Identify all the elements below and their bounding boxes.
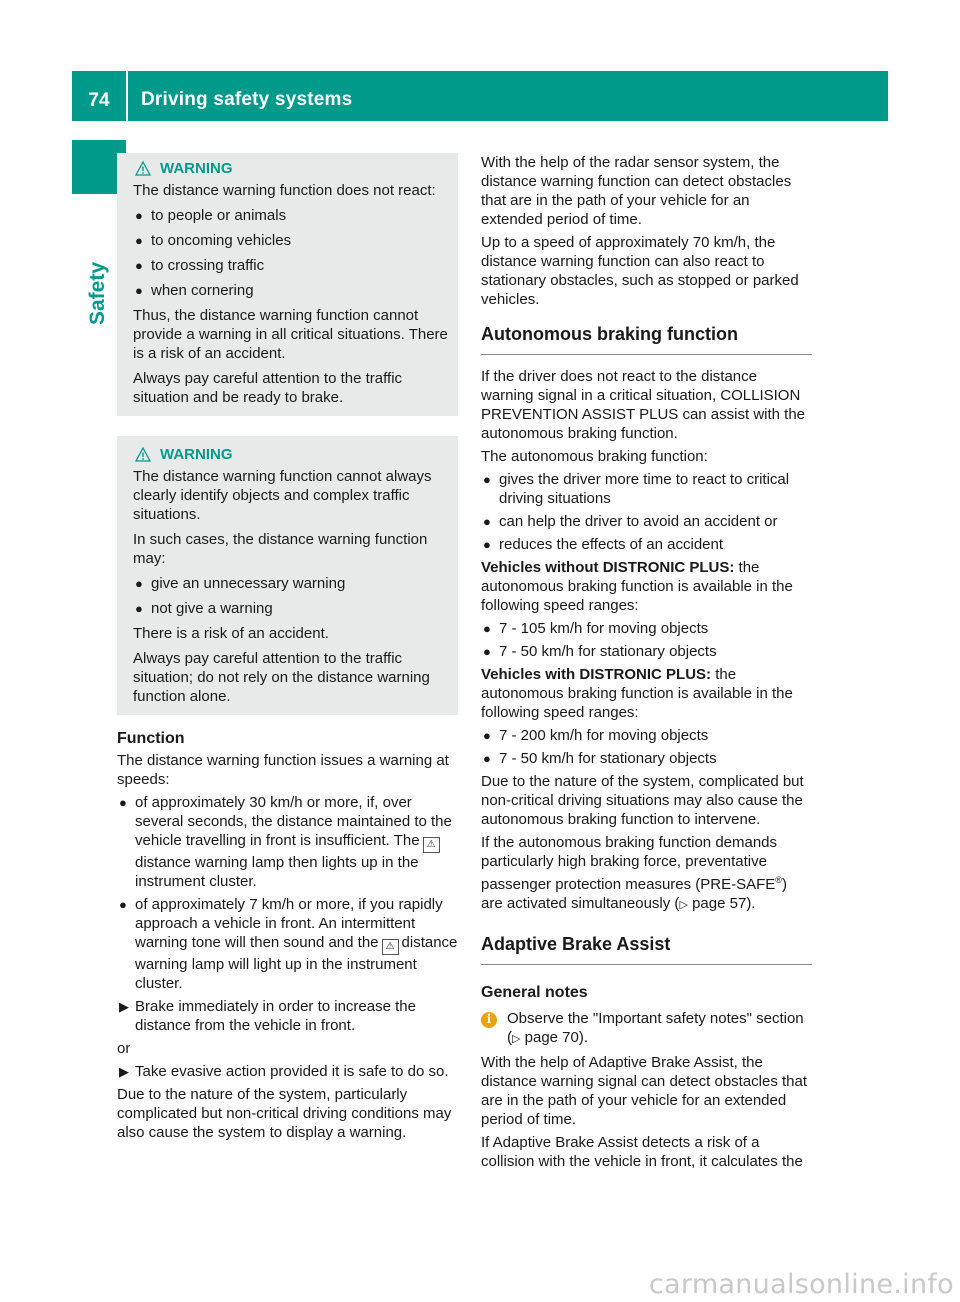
watermark: carmanualsonline.info (648, 1269, 954, 1300)
left-column (117, 153, 458, 1142)
warning-triangle-icon (135, 161, 151, 176)
pre-safe-paragraph: If the autonomous braking function demands particularly high braking force, preventative passenger protection measures (PRE-SAFE®) are activated simultaneously (▷ page 57). (481, 834, 787, 912)
stationary-paragraph: Up to a speed of approximately 70 km/h, the distance warning function can also react to stationary obstacles, such as stopped or parked vehicles. (481, 234, 799, 308)
header-divider (126, 71, 128, 121)
side-tab-label: Safety (86, 261, 109, 325)
list-item: ● gives the driver more time to react to critical driving situations (483, 471, 790, 507)
warning-2-intro: The distance warning function cannot always clearly identify objects and complex traffic situations. (133, 468, 432, 523)
info-icon: i (481, 1012, 497, 1028)
warning-heading-1: WARNING (135, 159, 450, 178)
list-item: ● 7 - 50 km/h for stationary objects (483, 643, 717, 660)
list-item: ● reduces the effects of an accident (483, 536, 724, 553)
list-item: ● give an unnecessary warning (135, 575, 346, 592)
function-heading: Function (117, 730, 185, 747)
page-ref-arrow-icon: ▷ (679, 899, 688, 911)
action-arrow-icon: ▶ (119, 999, 129, 1014)
warning-box-2 (117, 436, 458, 715)
warning-2-advice: Always pay careful attention to the traffic situation; do not rely on the distance warning function alone. (133, 650, 430, 705)
right-column (481, 153, 812, 1171)
warning-heading-2: WARNING (135, 445, 450, 464)
list-item: ● 7 - 105 km/h for moving objects (483, 620, 709, 637)
warning-1-advice: Always pay careful attention to the traffic situation and be ready to brake. (133, 370, 403, 406)
warning-triangle-icon (135, 447, 151, 462)
without-distronic: Vehicles without DISTRONIC PLUS: the autonomous braking function is available in the following speed ranges: (481, 559, 793, 614)
list-item: ● to people or animals (135, 207, 287, 224)
distance-warning-lamp-icon: ⚠ (382, 939, 399, 955)
list-item: ● of approximately 30 km/h or more, if, over several seconds, the distance maintained to the vehicle travelling in front is insufficient. The ⚠distance warning lamp then lights up in the instrument cluster. (119, 794, 452, 890)
function-closing: Due to the nature of the system, particularly complicated but non-critical driving conditions may also cause the system to display a warning. (117, 1086, 452, 1141)
action-item: ▶ Brake immediately in order to increase the distance from the vehicle in front. (119, 998, 416, 1034)
list-item: ● to oncoming vehicles (135, 232, 292, 249)
adaptive-brake-assist-heading: Adaptive Brake Assist (481, 933, 812, 965)
list-item: ● when cornering (135, 282, 254, 299)
aba-paragraph-2: If Adaptive Brake Assist detects a risk of a collision with the vehicle in front, it calculates the (481, 1134, 803, 1170)
radar-paragraph: With the help of the radar sensor system, the distance warning function can detect obstacles that are in the path of your vehicle for an extended period of time. (481, 154, 792, 228)
autonomous-list-intro: The autonomous braking function: (481, 448, 708, 465)
with-distronic: Vehicles with DISTRONIC PLUS: the autonomous braking function is available in the following speed ranges: (481, 666, 793, 721)
warning-1-intro: The distance warning function does not react: (133, 182, 436, 199)
page-number: 74 (88, 90, 110, 111)
distance-warning-lamp-icon: ⚠ (423, 837, 440, 853)
list-item: ● of approximately 7 km/h or more, if you rapidly approach a vehicle in front. An intermittent warning tone will then sound and the ⚠ distance warning lamp will light up in the instrument cluster. (119, 896, 458, 992)
action-arrow-icon: ▶ (119, 1064, 129, 1079)
page-reference-link[interactable]: page 70 (524, 1029, 579, 1046)
autonomous-braking-heading: Autonomous braking function (481, 323, 812, 355)
autonomous-intro: If the driver does not react to the distance warning signal in a critical situation, COLLISION PREVENTION ASSIST PLUS can assist with the autonomous braking function. (481, 368, 806, 442)
action-item: ▶ Take evasive action provided it is safe to do so. (119, 1063, 449, 1080)
list-item: ● can help the driver to avoid an accident or (483, 513, 778, 530)
page-ref-arrow-icon: ▷ (512, 1033, 521, 1045)
list-item: ● 7 - 200 km/h for moving objects (483, 727, 709, 744)
or-text: or (117, 1040, 131, 1057)
page-reference-link[interactable]: page 57 (692, 895, 747, 912)
autonomous-nature: Due to the nature of the system, complicated but non-critical driving situations may also cause the autonomous braking function to intervene. (481, 773, 804, 828)
warning-1-risk: Thus, the distance warning function cannot provide a warning in all critical situations. There is a risk of an accident. (133, 307, 448, 362)
function-intro: The distance warning function issues a warning at speeds: (117, 752, 449, 788)
info-note: i Observe the "Important safety notes" section (▷ page 70). (481, 1009, 812, 1049)
warning-2-risk: There is a risk of an accident. (133, 625, 329, 642)
general-notes-heading: General notes (481, 984, 588, 1001)
warning-box-1 (117, 153, 458, 416)
list-item: ● not give a warning (135, 600, 273, 617)
list-item: ● to crossing traffic (135, 257, 265, 274)
aba-paragraph-1: With the help of Adaptive Brake Assist, the distance warning signal can detect obstacles that are in the path of your vehicle for an extended period of time. (481, 1054, 808, 1128)
section-title: Driving safety systems (141, 89, 353, 110)
list-item: ● 7 - 50 km/h for stationary objects (483, 750, 717, 767)
warning-2-may: In such cases, the distance warning function may: (133, 531, 428, 567)
